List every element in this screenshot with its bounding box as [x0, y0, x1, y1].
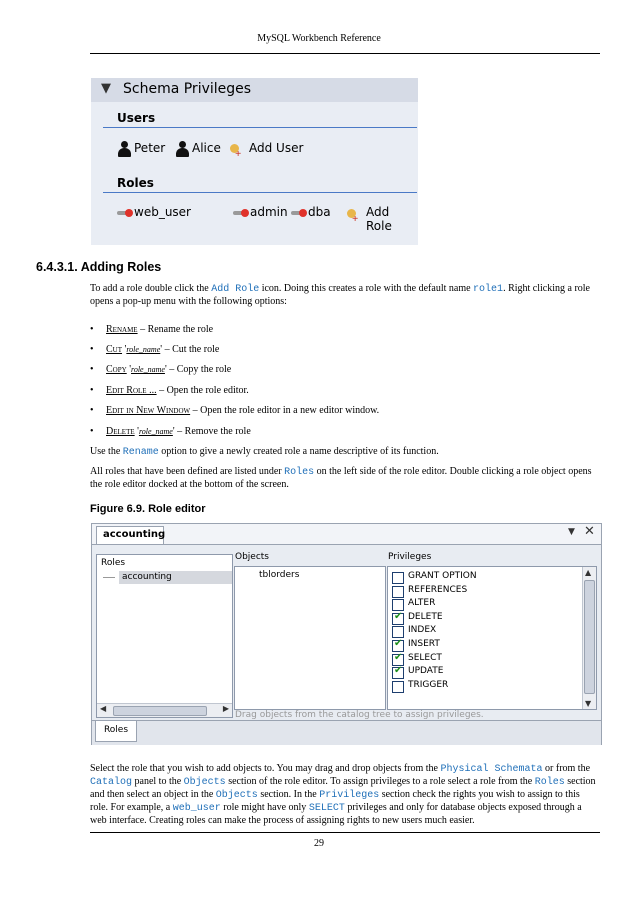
- roles-pane-label: Roles: [101, 558, 126, 568]
- page-header: MySQL Workbench Reference: [257, 33, 381, 44]
- collapse-triangle-icon[interactable]: ▼: [101, 81, 111, 96]
- user-peter[interactable]: Peter: [134, 141, 166, 155]
- privilege-checkbox[interactable]: [392, 626, 404, 638]
- text: role might have only: [220, 802, 309, 813]
- text: section. In the: [257, 789, 320, 800]
- privilege-checkbox[interactable]: [392, 599, 404, 611]
- assign-paragraph: [90, 763, 598, 827]
- scroll-up-icon[interactable]: ▲: [585, 568, 592, 577]
- text: section of the role editor. To assign privileges to a role select a role from the: [225, 776, 535, 787]
- menu-item-rename: • Rename – Rename the role: [90, 324, 214, 335]
- menu-item-copy: • Copy 'role_name' – Copy the role: [90, 364, 232, 375]
- code-objects: Objects: [215, 790, 258, 801]
- code-objects: Objects: [183, 777, 226, 788]
- menu-param: role_name: [126, 345, 161, 354]
- roles-paragraph: [90, 466, 598, 491]
- quote: ': [160, 344, 163, 355]
- text: section check the rights you wish to assign to this role. For example, a: [90, 789, 580, 813]
- privilege-label: SELECT: [408, 652, 442, 663]
- privilege-checkbox[interactable]: [392, 572, 404, 584]
- privilege-label: INDEX: [408, 625, 437, 636]
- code-physical-schemata: Physical Schemata: [440, 764, 543, 775]
- menu-desc: – Open the role editor in a new editor window.: [190, 405, 380, 416]
- menu-label: Copy: [106, 364, 127, 375]
- privilege-label: GRANT OPTION: [408, 571, 477, 581]
- privilege-label: ALTER: [408, 598, 436, 609]
- text: Use the: [90, 446, 123, 457]
- add-user-button[interactable]: Add User: [249, 141, 304, 155]
- roles-heading: Roles: [117, 176, 154, 190]
- scroll-left-icon[interactable]: ◀: [100, 704, 107, 713]
- close-icon[interactable]: ✕: [584, 524, 595, 539]
- section-heading: 6.4.3.1. Adding Roles: [36, 260, 162, 274]
- menu-item-edit-role: • Edit Role ... – Open the role editor.: [90, 385, 249, 396]
- menu-desc: – Open the role editor.: [156, 385, 249, 396]
- user-alice[interactable]: Alice: [192, 141, 221, 155]
- object-item-tblorders[interactable]: tblorders: [259, 570, 300, 580]
- menu-item-delete: • Delete 'role_name' – Remove the role: [90, 426, 251, 437]
- add-role-icon[interactable]: +: [347, 206, 363, 222]
- users-heading: Users: [117, 111, 156, 125]
- code-rename: Rename: [122, 447, 159, 458]
- role-dba[interactable]: dba: [308, 205, 331, 219]
- menu-desc: – Copy the role: [166, 364, 232, 375]
- tab-roles[interactable]: Roles: [95, 721, 137, 742]
- schema-privileges-panel: [91, 78, 418, 245]
- privilege-label: REFERENCES: [408, 584, 468, 595]
- text: section and then select an object in the: [90, 776, 596, 800]
- scroll-down-icon[interactable]: ▼: [585, 699, 592, 708]
- rename-paragraph: [90, 446, 598, 459]
- role-web-user[interactable]: web_user: [134, 205, 191, 219]
- privilege-label: INSERT: [408, 639, 440, 649]
- privilege-checkbox[interactable]: [392, 654, 404, 666]
- intro-paragraph: [90, 283, 598, 308]
- chevron-down-icon[interactable]: ▼: [568, 527, 575, 537]
- role-icon[interactable]: [117, 209, 135, 217]
- privilege-checkbox[interactable]: [392, 640, 404, 652]
- code-web-user: web_user: [172, 803, 221, 814]
- menu-label: Cut: [106, 344, 123, 355]
- tab-accounting[interactable]: accounting: [96, 526, 164, 544]
- add-role-button[interactable]: Add Role: [366, 205, 392, 233]
- users-divider: [103, 127, 417, 128]
- code-roles: Roles: [534, 777, 565, 788]
- privileges-list[interactable]: [387, 566, 597, 710]
- scroll-right-icon[interactable]: ▶: [222, 704, 229, 713]
- add-user-icon[interactable]: +: [230, 141, 246, 157]
- objects-label: Objects: [235, 552, 270, 562]
- role-admin[interactable]: admin: [250, 205, 288, 219]
- text: or from the: [542, 763, 591, 774]
- quote: ': [134, 426, 139, 437]
- scrollbar-thumb[interactable]: [113, 706, 207, 716]
- menu-param: role_name: [138, 427, 173, 436]
- horizontal-scrollbar[interactable]: [97, 703, 232, 717]
- vertical-scrollbar[interactable]: [582, 567, 596, 709]
- role-icon[interactable]: [291, 209, 309, 217]
- text: Select the role that you wish to add objects to. You may drag and drop objects from the: [90, 763, 441, 774]
- menu-desc: – Remove the role: [174, 426, 251, 437]
- code-privileges: Privileges: [319, 790, 380, 801]
- text: . Right clicking a role opens a pop-up menu with the following options:: [90, 283, 590, 307]
- page-number: 29: [314, 838, 324, 849]
- menu-param: role_name: [131, 365, 165, 374]
- code-select: SELECT: [308, 803, 345, 814]
- text: on the left side of the role editor. Double clicking a role object opens the role editor docked at the bottom of the screen.: [90, 466, 592, 490]
- roles-list[interactable]: [96, 554, 233, 718]
- privilege-label: TRIGGER: [408, 679, 449, 690]
- text: icon. Doing this creates a role with the default name: [259, 283, 474, 294]
- privilege-checkbox[interactable]: [392, 586, 404, 598]
- menu-item-edit-new-window: • Edit in New Window – Open the role editor in a new editor window.: [90, 405, 380, 416]
- menu-label: Rename: [106, 324, 138, 335]
- code-role1: role1: [473, 284, 504, 295]
- text: privileges and only for database objects exposed through a web interface. Creating roles can make the process of assigning rights to new users much easier.: [90, 802, 582, 826]
- roles-divider: [103, 192, 417, 193]
- role-item-accounting[interactable]: accounting: [119, 571, 232, 584]
- menu-desc: – Cut the role: [162, 344, 220, 355]
- tree-line: [103, 577, 115, 578]
- figure-caption: Figure 6.9. Role editor: [90, 503, 206, 515]
- text: All roles that have been defined are listed under: [90, 466, 285, 477]
- quote: ': [126, 364, 132, 375]
- bottom-tab-strip: [92, 720, 601, 745]
- scrollbar-thumb[interactable]: [584, 580, 595, 694]
- quote: ': [172, 426, 175, 437]
- quote: ': [122, 344, 127, 355]
- menu-label: Edit in New Window: [106, 405, 191, 416]
- code-add-role: Add Role: [211, 284, 260, 295]
- text: panel to the: [132, 776, 184, 787]
- user-icon[interactable]: [175, 141, 189, 157]
- privilege-checkbox[interactable]: [392, 681, 404, 693]
- code-roles: Roles: [284, 467, 315, 478]
- tab-strip: [92, 524, 601, 545]
- role-editor: [91, 523, 602, 745]
- footer-rule: [90, 832, 600, 833]
- privilege-checkbox[interactable]: [392, 667, 404, 679]
- objects-list[interactable]: [234, 566, 386, 710]
- text: option to give a newly created role a name descriptive of its function.: [158, 446, 439, 457]
- menu-item-cut: • Cut 'role_name' – Cut the role: [90, 344, 220, 355]
- quote: ': [164, 364, 167, 375]
- privilege-checkbox[interactable]: [392, 613, 404, 625]
- panel-title: Schema Privileges: [123, 81, 252, 97]
- role-icon[interactable]: [233, 209, 251, 217]
- privilege-label: DELETE: [408, 611, 443, 622]
- privileges-label: Privileges: [388, 552, 432, 562]
- menu-desc: – Rename the role: [137, 324, 214, 335]
- header-rule: [90, 53, 600, 54]
- panel-title-bar[interactable]: [91, 78, 418, 102]
- drag-hint: Drag objects from the catalog tree to assign privileges.: [235, 710, 484, 720]
- menu-label: Delete: [106, 426, 135, 437]
- privilege-label: UPDATE: [408, 666, 444, 677]
- menu-label: Edit Role ...: [106, 385, 157, 396]
- text: To add a role double click the: [90, 283, 212, 294]
- user-icon[interactable]: [117, 141, 131, 157]
- code-catalog: Catalog: [90, 777, 133, 788]
